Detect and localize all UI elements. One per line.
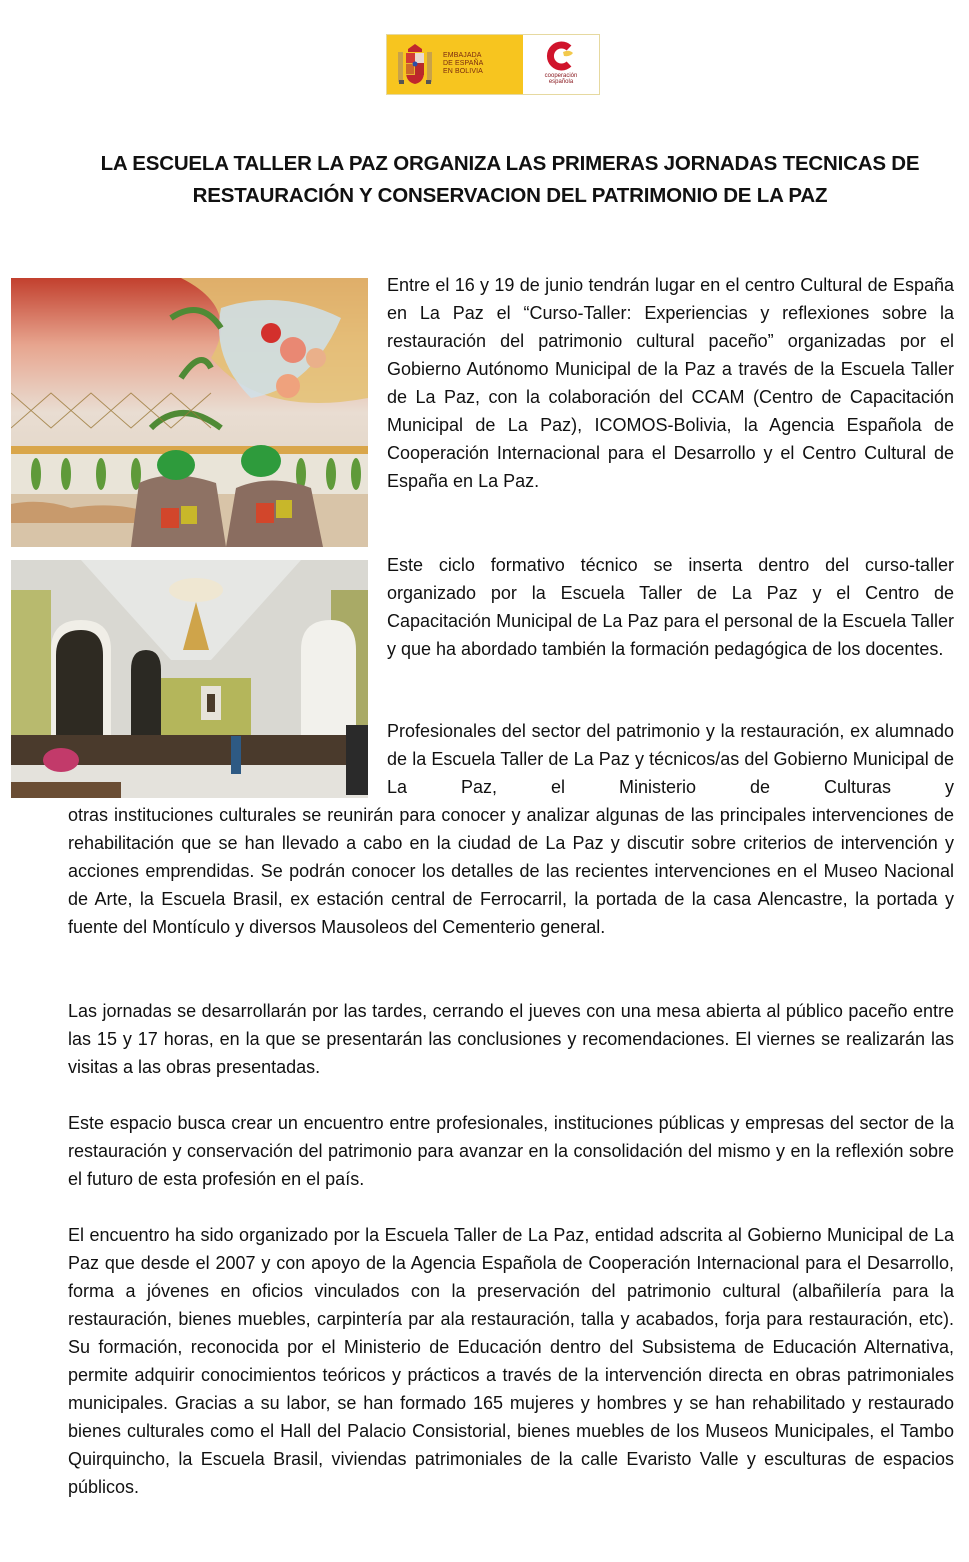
paragraph-participants-start: Profesionales del sector del patrimonio y la restauración, ex alumnado de la Escuela Taller de La Paz y técnicos/as del Gobierno Municipal de La Paz, el Ministerio de Culturas y [387,721,954,797]
embassy-logo-panel [387,35,523,94]
paragraph-participants-continued: otras instituciones culturales se reunirán para conocer y analizar algunas de las principales intervenciones de rehabilitación que se han llevado a cabo en la ciudad de La Paz y discutir sobre criterios de intervención y acciones emprendidas. Se podrán conocer los detalles de las recientes intervenciones en el Museo Nacional de Arte, la Escuela Brasil, ex estación central de Ferrocarril, la portada de la casa Alencastre, la portada y fuente del Montículo y diversos Mausoleos del Cementerio general. [68,805,954,937]
paragraph-intro: Entre el 16 y 19 de junio tendrán lugar en el centro Cultural de España en La Paz el “Curso-Taller: Experiencias y reflexiones sobre la restauración del patrimonio cultural paceño” organizadas por el Gobierno Autónomo Municipal de la Paz a través de la Escuela Taller de La Paz, con la colaboración del CCAM (Centro de Capacitación Municipal de La Paz), ICOMOS-Bolivia, la Agencia Española de Cooperación Internacional para el Desarrollo y el Centro Cultural de España en La Paz. [387,275,954,491]
embassy-cooperation-logo [386,34,600,95]
cooperacion-espanola-c-icon [545,40,577,72]
spanish-coat-of-arms-icon [396,42,434,88]
embassy-name: EMBAJADA DE ESPAÑA EN BOLIVIA [443,52,484,75]
paragraph-training-cycle: Este ciclo formativo técnico se inserta dentro del curso-taller organizado por la Escuela Taller de La Paz y el Centro de Capacitación Municipal de La Paz para el personal de la Escuela Taller y que ha abordado también la formación pedagógica de los docentes. [387,555,954,659]
restoration-workers-photo [11,278,368,547]
page-title [60,148,960,212]
paragraph-schedule: Las jornadas se desarrollarán por las tardes, cerrando el jueves con una mesa abierta al público paceño entre las 15 y 17 horas, en la que se presentarán las conclusiones y recomendaciones. El viernes se realizarán las visitas a las obras presentadas. [68,1001,954,1077]
cooperacion-label: cooperación española [544,73,578,85]
paragraph-organizer: El encuentro ha sido organizado por la Escuela Taller de La Paz, entidad adscrita al Gobierno Municipal de La Paz que desde el 2007 y con apoyo de la Agencia Española de Cooperación Internacional para el Desarrollo, forma a jóvenes en oficios vinculados con la preservación del patrimonio cultural (albañilería para la restauración, bienes muebles, carpintería par ala restauración, talla y acabados, forja para restauración, etc). Su formación, reconocida por el Ministerio de Educación dentro del Subsistema de Educación Alternativa, permite adquirir conocimientos teóricos y prácticos a través de la intervención directa en obras patrimoniales municipales. Gracias a su labor, se han formado 165 mujeres y hombres y se han rehabilitado y restaurado bienes culturales como el Hall del Palacio Consistorial, bienes muebles de los Museos Municipales, el Tambo Quirquincho, la Escuela Brasil, viviendas patrimoniales de la calle Evaristo Valle y esculturas de espacios públicos. [68,1225,954,1497]
cooperacion-logo-panel [523,35,599,94]
paragraph-purpose: Este espacio busca crear un encuentro entre profesionales, instituciones públicas y empresas del sector de la restauración y conservación del patrimonio para avanzar en la consolidación del mismo y en la reflexión sobre el futuro de esta profesión en el país. [68,1113,954,1189]
interior-hall-photo [11,560,368,798]
title-line-1: LA ESCUELA TALLER LA PAZ ORGANIZA LAS PRIMERAS JORNADAS TECNICAS DE [100,152,920,175]
title-line-2: RESTAURACIÓN Y CONSERVACION DEL PATRIMONIO DE LA PAZ [192,184,828,207]
